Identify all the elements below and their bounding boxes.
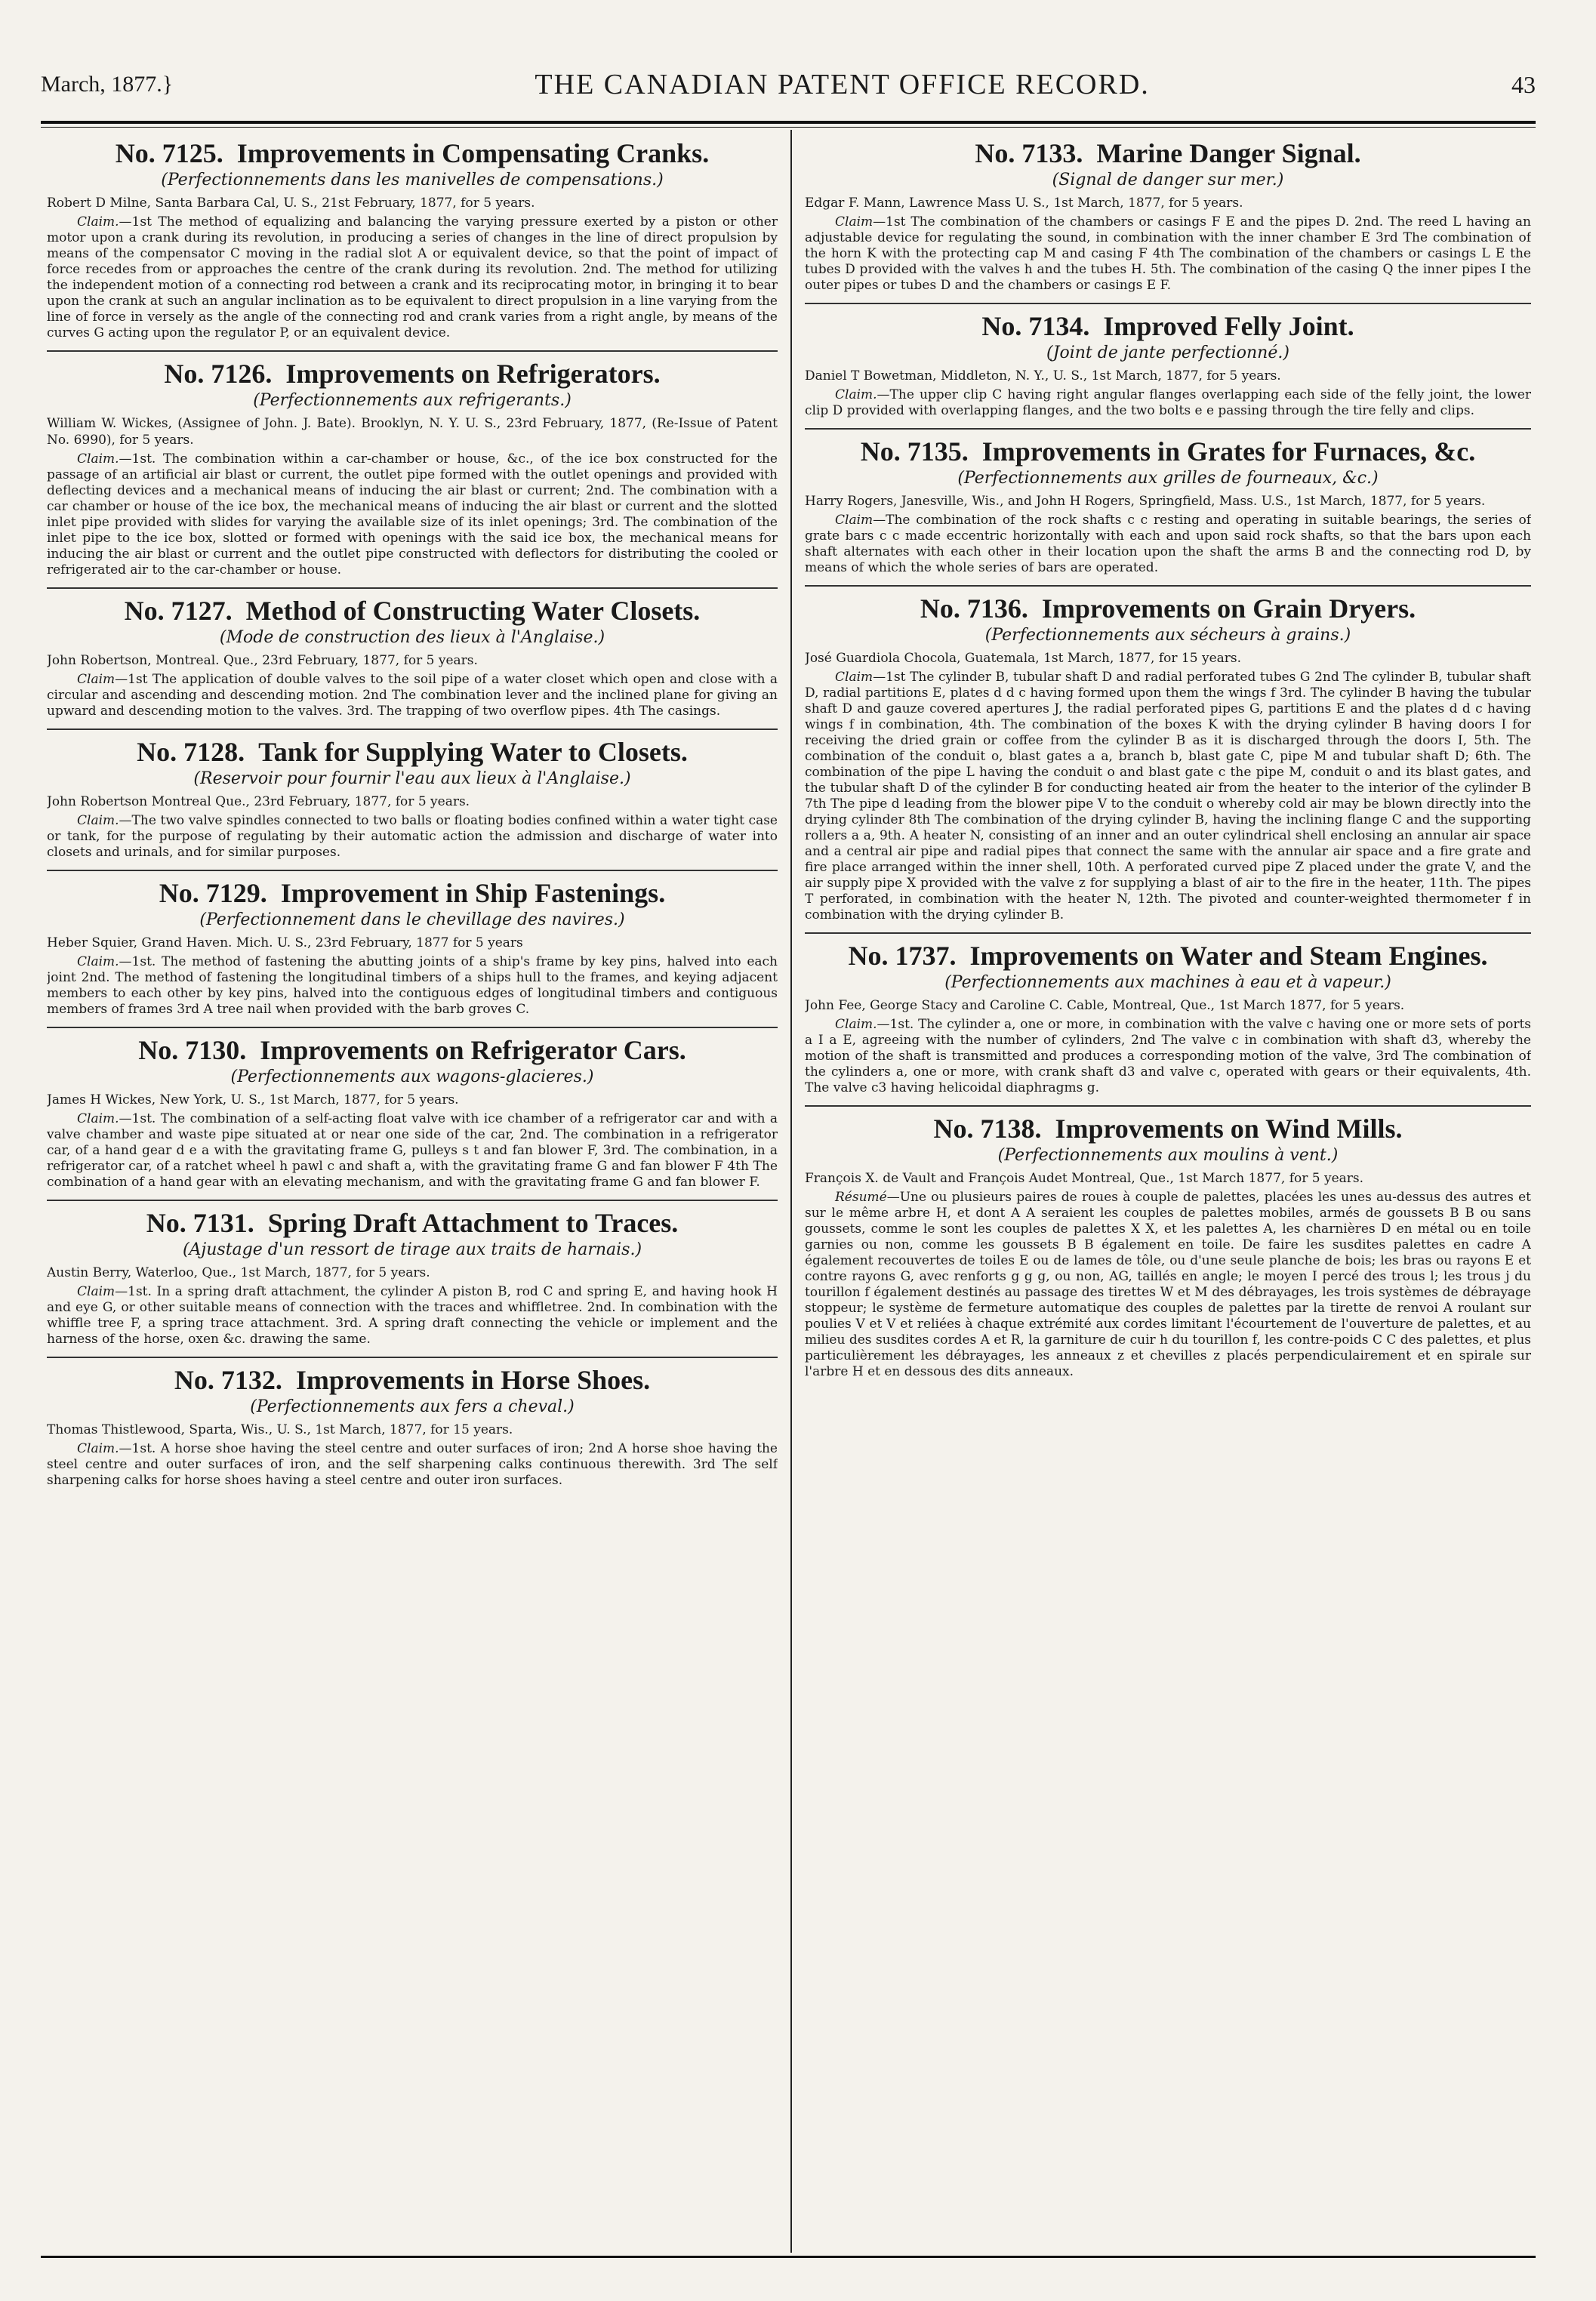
claim-text (47, 451, 778, 578)
patent-heading (47, 1036, 778, 1064)
patent-title: Improvements in Compensating Cranks. (236, 139, 710, 168)
claim-label: Claim (835, 513, 873, 528)
entry-separator (47, 1027, 778, 1028)
patent-heading (805, 1114, 1531, 1143)
patent-number: No. 7130. (138, 1035, 247, 1065)
patent-entry (47, 1036, 778, 1191)
claim-label: Claim. (835, 1017, 877, 1032)
claim-label: Claim. (835, 387, 877, 402)
page-number: 43 (1511, 70, 1536, 98)
claim-label: Claim. (77, 214, 119, 229)
entry-separator (47, 1357, 778, 1358)
patent-heading (805, 312, 1531, 340)
inventor-line: François X. de Vault and François Audet Montreal, Que., 1st March 1877, for 5 years. (805, 1171, 1364, 1186)
claim-body: —1st. The combination within a car-chamber or house, &c., of the ice box constructed for the passage of an artificial air blast or current, the outlet pipe formed with the outlet openings and provided with deflecting devices and a mechanical means of inducing the air blast or current; 2nd. The combination with a car chamber or house of the ice box, the mechanical means of inducing the air blast or current and the slotted inlet pipe provided with slides for varying the available size of its inlet openings; 3rd. The combination of the inlet pipe to the ice box, slotted or formed with openings with the said ice box, the mechanical means for inducing the air blast or current and the outlet pipe constructed with deflectors for distributing the cooled or refrigerated air to the car-chamber or house. (47, 451, 778, 578)
patent-entry (805, 312, 1531, 419)
patent-heading (47, 596, 778, 625)
inventor-line: John Robertson Montreal Que., 23rd February, 1877, for 5 years. (47, 794, 470, 809)
claim-text (805, 214, 1531, 294)
inventor-line: John Robertson, Montreal. Que., 23rd February, 1877, for 5 years. (47, 653, 478, 668)
patent-title: Improvement in Ship Fastenings. (280, 878, 666, 908)
inventor-line: Thomas Thistlewood, Sparta, Wis., U. S., 1st March, 1877, for 15 years. (47, 1422, 513, 1437)
claim-label: Résumé (835, 1190, 887, 1205)
patent-number: No. 7125. (115, 139, 223, 168)
french-title: (Joint de jante perfectionné.) (1046, 343, 1289, 362)
entry-separator (805, 303, 1531, 304)
claim-body: —1st The combination of the chambers or casings F E and the pipes D. 2nd. The reed L having an adjustable device for regulating the sound, in combination with the inner chamber E 3rd The combination of the horn K with the protecting cap M and casing F 4th The combination of the chambers or casings L E the tubes D provided with the valves h and the tubes H. 5th. The combination of the casing Q the inner pipes I the outer pipes or tubes D and the chambers or casings E F. (805, 214, 1531, 293)
inventor-line: James H Wickes, New York, U. S., 1st March, 1877, for 5 years. (47, 1092, 459, 1107)
entry-separator (805, 428, 1531, 430)
inventor-line: Austin Berry, Waterloo, Que., 1st March, 1877, for 5 years. (47, 1265, 430, 1280)
left-column (47, 139, 778, 2250)
patent-entry (47, 1209, 778, 1348)
claim-body: —1st The application of double valves to the soil pipe of a water closet which open and close with a circular and ascending and descending motion. 2nd The combination lever and the inclined plane for giving an upward and descending motion to the valves. 3rd. The trapping of two overflow pipes. 4th The casings. (47, 672, 778, 719)
patent-entry (47, 1366, 778, 1489)
patent-entry (47, 596, 778, 719)
french-title: (Mode de construction des lieux à l'Anglaise.) (219, 628, 605, 647)
patent-title: Method of Constructing Water Closets. (245, 596, 701, 626)
french-title: (Perfectionnements aux refrigerants.) (253, 391, 572, 410)
french-title: (Ajustage d'un ressort de tirage aux traits de harnais.) (182, 1240, 642, 1259)
entry-separator (805, 1105, 1531, 1107)
patent-number: No. 7136. (920, 593, 1028, 624)
french-title: (Perfectionnements aux machines à eau et à vapeur.) (944, 973, 1391, 992)
patent-heading (47, 879, 778, 907)
claim-body: —1st. The combination of a self-acting float valve with ice chamber of a refrigerator car and with a valve chamber and waste pipe situated at or near one side of the car, 2nd. The combination in a refrigerator car, of a hand gear d e a with the gravitating frame G, pulleys s t and fan blower F, 3rd. The combination, in a refrigerator car, of a ratchet wheel h pawl c and shaft a, with the gravitating frame G and fan blower F 4th The combination of a hand gear with an elevating mechanism, and with the gravitating frame G and fan blower F. (47, 1111, 778, 1190)
patent-heading (805, 941, 1531, 970)
claim-label: Claim. (77, 954, 119, 969)
french-title: (Perfectionnements aux fers a cheval.) (250, 1397, 575, 1416)
patent-entry (805, 437, 1531, 576)
column-divider (790, 130, 792, 2253)
claim-text (47, 672, 778, 719)
header-rule (41, 121, 1536, 124)
claim-text (47, 1441, 778, 1489)
patent-heading (805, 139, 1531, 168)
patent-number: No. 7126. (164, 359, 273, 389)
entry-separator (47, 350, 778, 352)
inventor-line: José Guardiola Chocola, Guatemala, 1st March, 1877, for 15 years. (805, 651, 1242, 666)
patent-heading (47, 738, 778, 766)
patent-entry (47, 139, 778, 341)
patent-number: No. 7132. (174, 1365, 282, 1395)
entry-separator (47, 587, 778, 589)
french-title: (Perfectionnements dans les manivelles de compensations.) (161, 171, 664, 189)
patent-heading (47, 1366, 778, 1394)
claim-body: —Une ou plusieurs paires de roues à couple de palettes, placées les unes au-dessus des autres et sur le même arbre H, et dont A A seraient les couples de palettes mobiles, armés de goussets B B ou sans goussets, comme le sont les couples de palettes X X, et les palettes A, les charnières D en métal ou en toile garnies ou non, comme les goussets B B également en toile. De faire les susdites palettes en cadre A également recouvertes de toiles E ou de lames de tôle, ou d'une seule planche de bois; les bras ou rayons E et contre rayons G, avec renforts g g g, ou non, AG, taillés en angle; le moyen I percé des trous l; les trous j du tourillon f également destinés au passage des tirettes W et M des débrayages, les trois systèmes de débrayage stoppeur; le système de fermeture automatique des couples de palettes par la tirette de renvoi A roulant sur poulies V et V et reliées à chaque extrémité aux cordes limitant l'écourtement de l'ouverture de palettes, et au milieu des susdites cordes A et R, la garniture de cuir h du tourillon f, les contre-poids C C des palettes, et plus particulièrement les débrayages, les anneaux z et chevilles z placés perpendiculairement et en spirale sur l'arbre H et en dessous des dits anneaux. (805, 1190, 1531, 1379)
inventor-line: John Fee, George Stacy and Caroline C. Cable, Montreal, Que., 1st March 1877, for 5 years. (805, 998, 1405, 1013)
claim-body: —The two valve spindles connected to two balls or floating bodies confined within a water tight case or tank, for the purpose of regulating by their automatic action the admission and discharge of water into closets and urinals, and for similar purposes. (47, 813, 778, 860)
patent-title: Improvements in Horse Shoes. (295, 1365, 651, 1395)
claim-label: Claim. (77, 1111, 119, 1126)
patent-entry (805, 941, 1531, 1096)
patent-number: No. 7138. (933, 1114, 1042, 1144)
right-column (805, 139, 1531, 2250)
claim-label: Claim. (77, 451, 119, 467)
header-rule-thin (41, 127, 1536, 128)
claim-text (47, 813, 778, 861)
french-title: (Perfectionnements aux grilles de fourneaux, &c.) (957, 469, 1379, 488)
patent-number: No. 7128. (137, 737, 245, 767)
patent-heading (47, 139, 778, 168)
inventor-line: Daniel T Bowetman, Middleton, N. Y., U. S., 1st March, 1877, for 5 years. (805, 368, 1281, 384)
patent-title: Improvements on Grain Dryers. (1041, 593, 1416, 624)
entry-separator (47, 870, 778, 871)
french-title: (Perfectionnements aux sécheurs à grains.) (984, 626, 1351, 645)
french-title: (Perfectionnements aux moulins à vent.) (997, 1146, 1339, 1165)
claim-text (47, 1111, 778, 1191)
entry-separator (805, 585, 1531, 587)
patent-number: No. 7131. (146, 1208, 254, 1238)
patent-heading (47, 359, 778, 388)
patent-heading (805, 437, 1531, 466)
claim-text (47, 954, 778, 1018)
claim-body: —1st. A horse shoe having the steel centre and outer surfaces of iron; 2nd A horse shoe having the steel centre and outer surfaces of iron, and the self sharpening calks continuous therewith. 3rd The self sharpening calks for horse shoes having a steel centre and outer iron surfaces. (47, 1441, 778, 1488)
claim-label: Claim. (77, 813, 119, 828)
patent-number: No. 7134. (981, 311, 1090, 341)
patent-title: Improvements on Refrigerator Cars. (260, 1035, 686, 1065)
issue-date: March, 1877.} (41, 72, 174, 97)
claim-body: —The upper clip C having right angular flanges overlapping each side of the felly joint, the lower clip D provided with overlapping flanges, and the two bolts e e passing through the tire felly and clips. (805, 387, 1531, 418)
patent-number: No. 7135. (860, 436, 969, 467)
claim-body: —1st The cylinder B, tubular shaft D and radial perforated tubes G 2nd The cylinder B, tubular shaft D, radial partitions E, plates d d c having formed upon them the wings f 3rd. The cylinder B having the tubular shaft D and gauze covered apertures J, the radial perforated pipes G, partitions E and the plates d d c having wings f in combination, 4th. The combination of the boxes K with the drying cylinder B having doors I for receiving the dried grain or coffee from the cylinder B as it is discharged through the doors I, 5th. The combination of the conduit o, blast gates a a, branch b, blast gate C, pipe M and tubular shaft D; 6th. The combination of the pipe L having the conduit o and blast gate c the pipe M, conduit o and its blast gates, and the tubular shaft D of the cylinder B for conducting heated air from the heater to the interior of the cylinder B 7th The pipe d leading from the blower pipe V to the conduit o whereby cold air may be blown directly into the drying cylinder 8th The combination of the drying cylinder B, having the inclining flange C and the supporting rollers a a, 9th. A heater N, consisting of an inner and an outer cylindrical shell enclosing an annular air space and a central air pipe and radial pipes that connect the same with the annular air space and a fire grate and fire place arranged within the inner shell, 10th. A perforated curved pipe Z placed under the grate V, and the air supply pipe X provided with the valve z for supplying a blast of air to the fire in the heater, 11th. The pipes T perforated, in combination with the heater N, 12th. The pivoted and counter-weighted thermometer f in combination with the drying cylinder B. (805, 670, 1531, 923)
inventor-line: Edgar F. Mann, Lawrence Mass U. S., 1st March, 1877, for 5 years. (805, 196, 1243, 211)
claim-label: Claim (77, 672, 116, 687)
claim-text (805, 387, 1531, 419)
claim-text (805, 1190, 1531, 1380)
footer-rule (41, 2256, 1536, 2258)
claim-text (805, 670, 1531, 923)
claim-body: —The combination of the rock shafts c c resting and operating in suitable bearings, the series of grate bars c c made eccentric horizontally with each and upon said rock shafts, so that the bars upon each shaft alternates with each other in their location upon the shaft the arms B and the connecting rod D, by means of which the whole series of bars are operated. (805, 513, 1531, 575)
entry-separator (47, 1200, 778, 1201)
publication-title: THE CANADIAN PATENT OFFICE RECORD. (535, 69, 1150, 100)
french-title: (Signal de danger sur mer.) (1052, 171, 1284, 189)
claim-label: Claim (835, 670, 873, 685)
claim-body: —1st. In a spring draft attachment, the cylinder A piston B, rod C and spring E, and having hook H and eye G, or other suitable means of connection with the traces and whiffletree. 2nd. In combination with the whiffle tree F, a spring trace attachment. 3rd. A spring draft connecting the vehicle or implement and the harness of the horse, oxen &c. drawing the same. (47, 1284, 778, 1347)
french-title: (Reservoir pour fournir l'eau aux lieux à l'Anglaise.) (193, 769, 631, 788)
claim-label: Claim (77, 1284, 116, 1299)
patent-number: No. 7127. (124, 596, 233, 626)
french-title: (Perfectionnement dans le chevillage des navires.) (199, 910, 625, 929)
patent-title: Improved Felly Joint. (1103, 311, 1354, 341)
claim-text (805, 513, 1531, 576)
patent-title: Improvements on Water and Steam Engines. (969, 941, 1488, 971)
patent-title: Tank for Supplying Water to Closets. (258, 737, 688, 767)
claim-body: —1st The method of equalizing and balancing the varying pressure exerted by a piston or other motor upon a crank during its revolution, in producing a series of changes in the line of direct propulsion by means of the compensator C moving in the radial slot A or equivalent device, so that the point of impact of force recedes from or approaches the centre of the crank during its revolution. 2nd. The method for utilizing the independent motion of a connecting rod between a crank and its reciprocating motor, in bringing it to bear upon the crank at such an angular inclination as to be equivalent to direct propulsion in a line varying from the line of force in versely as the angle of the connecting rod and crank varies from a right angle, by means of the curves G acting upon the regulator P, or an equivalent device. (47, 214, 778, 340)
patent-number: No. 1737. (848, 941, 957, 971)
entry-separator (805, 932, 1531, 934)
claim-text (805, 1017, 1531, 1096)
patent-number: No. 7133. (975, 139, 1083, 168)
patent-title: Improvements on Wind Mills. (1055, 1114, 1403, 1144)
patent-heading (47, 1209, 778, 1237)
french-title: (Perfectionnements aux wagons-glacieres.) (230, 1067, 594, 1086)
patent-title: Marine Danger Signal. (1096, 139, 1361, 168)
claim-label: Claim. (77, 1441, 119, 1456)
patent-entry (47, 738, 778, 861)
inventor-line: Heber Squier, Grand Haven. Mich. U. S., 23rd February, 1877 for 5 years (47, 935, 523, 950)
inventor-line: William W. Wickes, (Assignee of John. J. Bate). Brooklyn, N. Y. U. S., 23rd February, 1877, (Re-Issue of Patent No. 6990), for 5 years. (47, 416, 778, 448)
patent-heading (805, 594, 1531, 623)
patent-title: Improvements on Refrigerators. (285, 359, 661, 389)
patent-number: No. 7129. (159, 878, 267, 908)
claim-text (47, 214, 778, 341)
patent-entry (805, 1114, 1531, 1380)
inventor-line: Harry Rogers, Janesville, Wis., and John H Rogers, Springfield, Mass. U.S., 1st March, 1877, for 5 years. (805, 494, 1486, 509)
patent-entry (805, 139, 1531, 294)
entry-separator (47, 728, 778, 730)
patent-title: Improvements in Grates for Furnaces, &c. (981, 436, 1476, 467)
claim-label: Claim (835, 214, 873, 229)
claim-text (47, 1284, 778, 1348)
patent-title: Spring Draft Attachment to Traces. (267, 1208, 679, 1238)
patent-entry (805, 594, 1531, 923)
claim-body: —1st. The cylinder a, one or more, in combination with the valve c having one or more sets of ports a I a E, agreeing with the number of cylinders, 2nd The valve c in combination with shaft d3, whereby the motion of the shaft is transmitted and produces a corresponding motion of the valve, 3rd The combination of the cylinders a, one or more, with crank shaft d3 and valve c, operated with gears or their equivalents, 4th. The valve c3 having helicoidal diaphragms g. (805, 1017, 1531, 1095)
patent-entry (47, 879, 778, 1018)
patent-entry (47, 359, 778, 578)
page-header (41, 62, 1536, 107)
claim-body: —1st. The method of fastening the abutting joints of a ship's frame by key pins, halved into each joint 2nd. The method of fastening the longitudinal timbers of a ships hull to the frames, and keying adjacent members to each other by key pins, halved into the contiguous edges of longitudinal timbers and contiguous members of frames 3rd A tree nail when provided with the barb groves C. (47, 954, 778, 1017)
inventor-line: Robert D Milne, Santa Barbara Cal, U. S., 21st February, 1877, for 5 years. (47, 196, 535, 211)
